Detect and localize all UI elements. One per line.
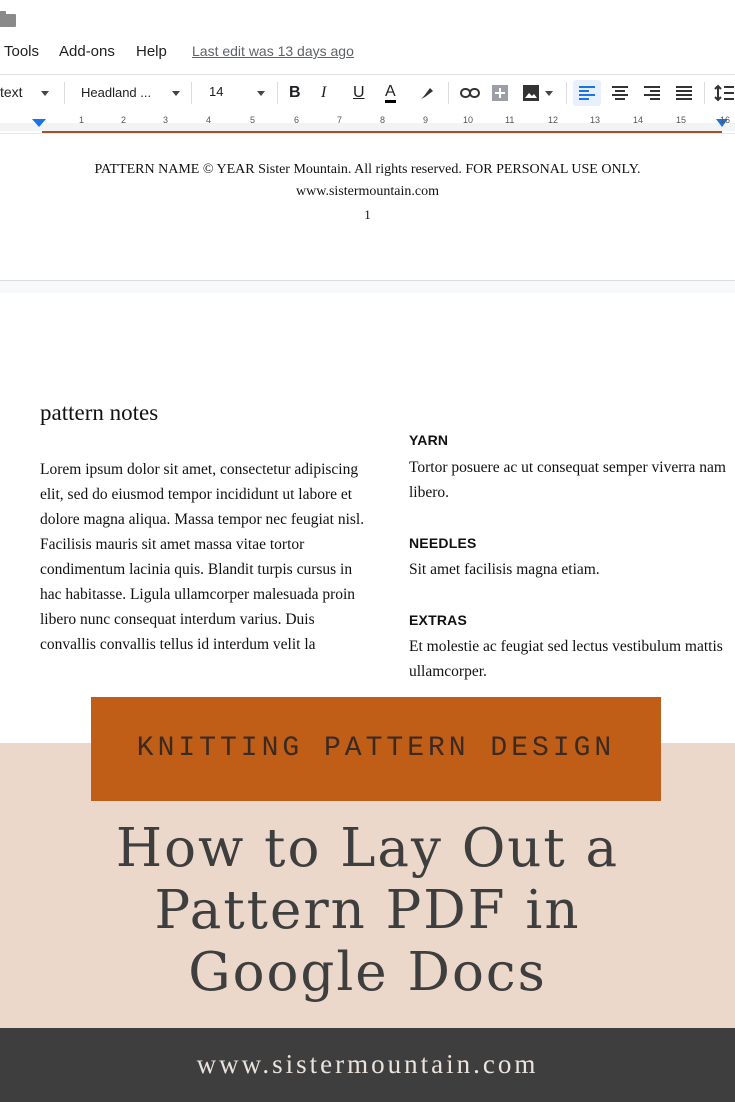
pattern-notes-heading[interactable]: pattern notes xyxy=(40,400,159,425)
ruler-number: 7 xyxy=(337,115,343,125)
yarn-label[interactable]: YARN xyxy=(409,432,449,448)
ruler-number: 1 xyxy=(79,115,85,125)
left-indent-marker[interactable] xyxy=(32,119,46,127)
ruler-number: 8 xyxy=(380,115,386,125)
toolbar xyxy=(0,74,735,111)
image-icon[interactable] xyxy=(522,84,540,102)
ruler-number: 3 xyxy=(163,115,169,125)
ruler-number: 11 xyxy=(505,115,515,125)
ruler[interactable] xyxy=(0,111,735,134)
align-left-icon[interactable] xyxy=(578,85,596,101)
extras-label[interactable]: EXTRAS xyxy=(409,612,467,628)
document-page-1[interactable] xyxy=(0,134,735,280)
font-size-select[interactable]: 14 xyxy=(209,84,224,99)
ruler-track xyxy=(0,123,735,131)
folder-icon[interactable] xyxy=(0,14,16,27)
italic-button[interactable]: I xyxy=(321,84,327,101)
menu-add-ons[interactable]: Add-ons xyxy=(59,43,115,60)
link-icon[interactable] xyxy=(459,85,481,101)
align-justify-icon[interactable] xyxy=(675,85,693,101)
menu-bar xyxy=(0,0,735,68)
ruler-number: 10 xyxy=(463,115,474,125)
ruler-number: 15 xyxy=(676,115,687,125)
ruler-number: 2 xyxy=(121,115,127,125)
chevron-down-icon[interactable] xyxy=(41,91,49,96)
title-line-1: How to Lay Out a xyxy=(115,818,620,879)
ruler-number: 5 xyxy=(250,115,256,125)
footer-website[interactable]: www.sistermountain.com xyxy=(296,184,439,199)
text-color-button[interactable]: A xyxy=(385,84,396,103)
underline-button[interactable]: U xyxy=(353,84,365,101)
chevron-down-icon[interactable] xyxy=(257,91,265,96)
add-comment-icon[interactable] xyxy=(491,84,509,102)
needles-label[interactable]: NEEDLES xyxy=(409,535,477,551)
menu-tools[interactable]: Tools xyxy=(4,43,40,60)
font-family-select[interactable]: Headland ... xyxy=(81,85,152,100)
chevron-down-icon[interactable] xyxy=(172,91,180,96)
ruler-number: 9 xyxy=(423,115,429,125)
footer-copyright[interactable]: PATTERN NAME © YEAR Sister Mountain. All rights reserved. FOR PERSONAL USE ONLY. xyxy=(94,162,641,177)
ruler-margin-line xyxy=(42,131,722,133)
paragraph-style-select[interactable]: text xyxy=(0,84,23,100)
article-title xyxy=(0,818,735,1004)
toolbar-divider xyxy=(704,82,705,104)
ruler-number: 6 xyxy=(294,115,300,125)
pattern-notes-body[interactable]: Lorem ipsum dolor sit amet, consectetur adipiscing elit, sed do eiusmod tempor incididunt ut labore et dolore magna aliqua. Massa tempor nec feugiat nisl. Facilisis mauris sit amet massa vitae tortor condimentum lacinia quis. Blandit turpis cursus in hac habitasse. Ligula ullamcorper malesuada proin libero nunc consequat interdum varius. Duis convallis convallis tellus id interdum velit la xyxy=(40,461,365,653)
footer-page-number[interactable]: 1 xyxy=(364,207,371,222)
ruler-number: 14 xyxy=(633,115,644,125)
body-text-clip xyxy=(40,457,370,722)
toolbar-divider xyxy=(566,82,567,104)
website-url: www.sistermountain.com xyxy=(196,1049,539,1079)
line-spacing-icon[interactable] xyxy=(714,84,734,102)
highlighter-icon[interactable] xyxy=(418,84,436,102)
page-break xyxy=(0,280,735,294)
ruler-number: 13 xyxy=(590,115,601,125)
ruler-number: 16 xyxy=(720,115,731,125)
yarn-text[interactable]: Tortor posuere ac ut consequat semper viverra nam libero. xyxy=(409,459,726,501)
toolbar-divider xyxy=(277,82,278,104)
toolbar-divider xyxy=(448,82,449,104)
extras-text[interactable]: Et molestie ac feugiat sed lectus vestibulum mattis ullamcorper. xyxy=(409,638,723,680)
title-line-2: Pattern PDF in xyxy=(154,880,581,941)
bold-button[interactable]: B xyxy=(289,84,301,101)
align-right-icon[interactable] xyxy=(643,85,661,101)
toolbar-divider xyxy=(64,82,65,104)
toolbar-divider xyxy=(191,82,192,104)
title-line-3: Google Docs xyxy=(188,942,547,1003)
menu-help[interactable]: Help xyxy=(136,43,167,60)
ruler-number: 12 xyxy=(548,115,559,125)
last-edit-link[interactable]: Last edit was 13 days ago xyxy=(192,43,354,59)
align-center-icon[interactable] xyxy=(611,85,629,101)
chevron-down-icon[interactable] xyxy=(545,91,553,96)
category-label: KNITTING PATTERN DESIGN xyxy=(136,733,616,764)
needles-text[interactable]: Sit amet facilisis magna etiam. xyxy=(409,561,600,578)
ruler-number: 4 xyxy=(206,115,212,125)
